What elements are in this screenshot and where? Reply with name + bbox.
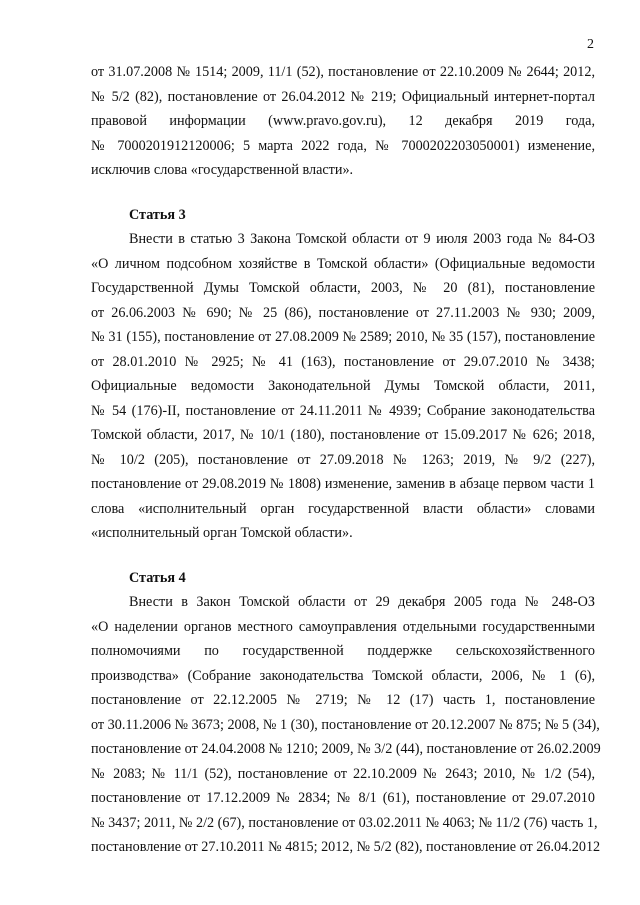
- text-line: постановление от 24.04.2008 № 1210; 2009, № 3/2 (44), постановление от 26.02.2009: [91, 741, 601, 757]
- text-line: Внести в Закон Томской области от 29 декабря 2005 года № 248-ОЗ: [129, 594, 595, 610]
- continued-paragraph: [91, 60, 595, 183]
- article-4: [91, 566, 601, 860]
- page-number: 2: [587, 37, 594, 52]
- text-line: № 2083; № 11/1 (52), постановление от 22.10.2009 № 2643; 2010, № 1/2 (54),: [91, 765, 595, 782]
- text-line: от 28.01.2010 № 2925; № 41 (163), постановление от 29.07.2010 № 3438;: [91, 353, 595, 370]
- text-line: «исполнительный орган Томской области».: [91, 525, 353, 541]
- text-line: «О личном подсобном хозяйстве в Томской области» (Официальные ведомости: [91, 255, 595, 272]
- text-line: Официальные ведомости Законодательной Думы Томской области, 2011,: [91, 378, 595, 394]
- text-line: исключив слова «государственной власти».: [91, 162, 354, 178]
- article-4-heading: Статья 4: [129, 569, 186, 586]
- text-line: Государственной Думы Томской области, 2003, № 20 (81), постановление: [91, 280, 595, 296]
- text-line: постановление от 29.08.2019 № 1808) изменение, заменив в абзаце первом части 1: [91, 476, 595, 492]
- text-line: «О наделении органов местного самоуправления отдельными государственными: [91, 618, 595, 635]
- text-line: № 54 (176)-II, постановление от 24.11.2011 № 4939; Собрание законодательства: [91, 402, 595, 419]
- text-line: производства» (Собрание законодательства Томской области, 2006, № 1 (6),: [91, 667, 595, 684]
- text-line: постановление от 22.12.2005 № 2719; № 12 (17) часть 1, постановление: [91, 692, 595, 708]
- text-line: № 31 (155), постановление от 27.08.2009 № 2589; 2010, № 35 (157), постановление: [91, 329, 595, 345]
- text-line: слова «исполнительный орган государственной власти области» словами: [91, 500, 595, 517]
- text-line: постановление от 17.12.2009 № 2834; № 8/1 (61), постановление от 29.07.2010: [91, 790, 595, 806]
- article-3: [91, 203, 595, 546]
- text-line: Томской области, 2017, № 10/1 (180), постановление от 15.09.2017 № 626; 2018,: [91, 427, 595, 443]
- text-line: № 10/2 (205), постановление от 27.09.2018 № 1263; 2019, № 9/2 (227),: [91, 451, 595, 468]
- text-line: от 30.11.2006 № 3673; 2008, № 1 (30), постановление от 20.12.2007 № 875; № 5 (34),: [91, 716, 600, 733]
- text-line: полномочиями по государственной поддержке сельскохозяйственного: [91, 643, 595, 659]
- text-line: от 26.06.2003 № 690; № 25 (86), постановление от 27.11.2003 № 930; 2009,: [91, 304, 595, 321]
- article-3-heading: Статья 3: [129, 206, 186, 223]
- text-line: от 31.07.2008 № 1514; 2009, 11/1 (52), постановление от 22.10.2009 № 2644; 2012,: [91, 64, 595, 80]
- text-line: № 7000201912120006; 5 марта 2022 года, № 7000202203050001) изменение,: [91, 137, 595, 154]
- text-line: № 5/2 (82), постановление от 26.04.2012 № 219; Официальный интернет-портал: [91, 88, 595, 105]
- text-line: Внести в статью 3 Закона Томской области от 9 июля 2003 года № 84-ОЗ: [129, 231, 595, 247]
- text-line: правовой информации (www.pravo.gov.ru), 12 декабря 2019 года,: [91, 113, 595, 129]
- text-line: постановление от 27.10.2011 № 4815; 2012, № 5/2 (82), постановление от 26.04.2012: [91, 839, 601, 855]
- document-body: [91, 60, 601, 860]
- text-line: № 3437; 2011, № 2/2 (67), постановление от 03.02.2011 № 4063; № 11/2 (76) часть 1,: [91, 814, 598, 831]
